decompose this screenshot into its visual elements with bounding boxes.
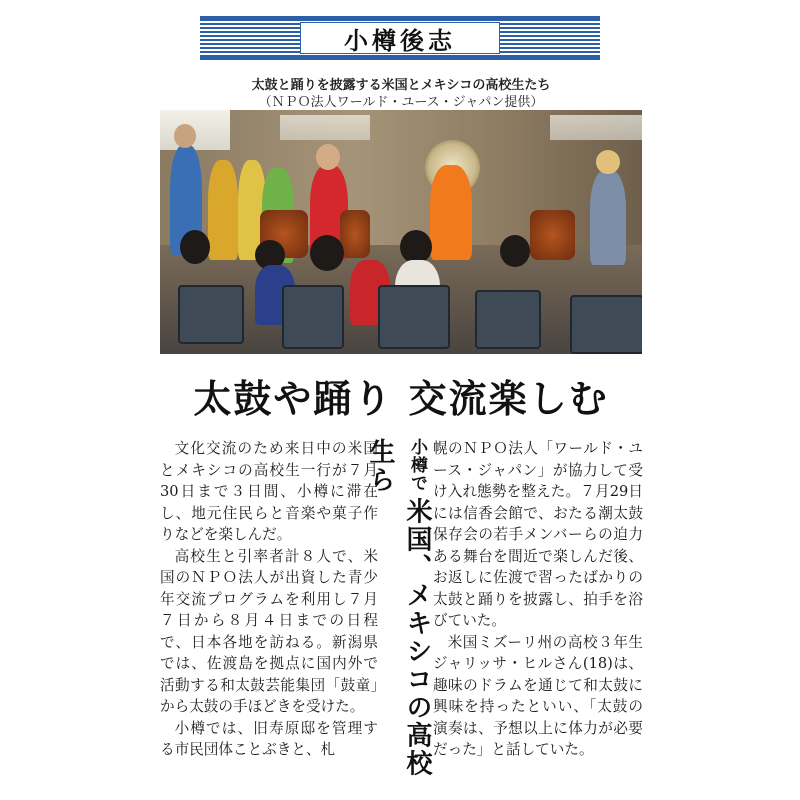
performer-head [596, 150, 620, 174]
subhead-main: 米国、メキシコの高校生ら [365, 438, 432, 778]
vertical-subheadline [365, 438, 436, 783]
subhead-lead: 小樽で [407, 438, 427, 492]
audience-head [310, 235, 344, 271]
chair [282, 285, 344, 349]
photo-caption: 太鼓と踊りを披露する米国とメキシコの高校生たち [251, 78, 551, 93]
chair [475, 290, 541, 349]
drum [340, 210, 370, 258]
article-column-1 [160, 438, 378, 761]
audience-head [500, 235, 530, 267]
photo-window [160, 110, 230, 150]
performer-head [316, 144, 340, 170]
section-title: 小樽後志 [300, 22, 500, 54]
article-column-2 [433, 438, 643, 761]
photo-credit: （ＮＰＯ法人ワールド・ユース・ジャパン提供） [258, 95, 544, 110]
paragraph: 幌のＮＰＯ法人「ワールド・ユース・ジャパン」が協力して受け入れ態勢を整えた。７月29日には信香会館で、おたる潮太鼓保存会の若手メンバーらの迫力ある舞台を間近で楽しんだ後、お返しに佐渡で習ったばかりの太鼓と踊りを披露し、拍手を浴びていた。 [433, 440, 643, 629]
paragraph: 米国ミズーリ州の高校３年生ジャリッサ・ヒルさん(18)は、趣味のドラムを通じて和太鼓に興味を持ったといい、「太鼓の演奏は、予想以上に体力が必要だった」と話していた。 [433, 633, 643, 758]
drum [530, 210, 575, 260]
performer [430, 165, 472, 260]
chair [378, 285, 450, 349]
audience-head [180, 230, 210, 264]
article-headline: 太鼓や踊り 交流楽しむ [193, 376, 609, 421]
paragraph: 小樽では、旧寿原邸を管理する市民団体ことぶきと、札 [160, 719, 378, 758]
paragraph: 高校生と引率者計８人で、米国のＮＰＯ法人が出資した青少年交流プログラムを利用し７月７日から８月４日までの日程で、日本各地を訪ねる。新潟県では、佐渡島を拠点に国内外で活動する和太鼓芸能集団「鼓童」から太鼓の手ほどきを受けた。 [160, 547, 378, 715]
chair [178, 285, 244, 344]
section-banner [200, 16, 600, 60]
photo-window [280, 115, 370, 140]
article-photo [160, 110, 642, 354]
paragraph: 文化交流のため来日中の米国とメキシコの高校生一行が７月30日まで３日間、小樽に滞在し、地元住民らと音楽や菓子作りなどを楽しんだ。 [160, 440, 378, 543]
performer-head [174, 124, 196, 148]
photo-window [550, 115, 642, 140]
audience-head [400, 230, 432, 264]
performer [590, 170, 626, 265]
chair [570, 295, 642, 354]
performer [208, 160, 238, 260]
